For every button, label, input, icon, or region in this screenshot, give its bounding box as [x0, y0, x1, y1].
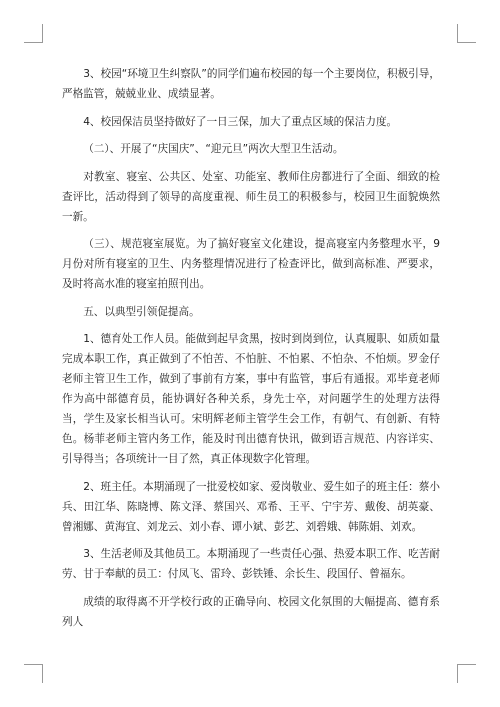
- paragraph-class-teachers: 2、班主任。本期涌现了一批爱校如家、爱岗敬业、爱生如子的班主任：蔡小兵、田江华、陈晓博、陈文泽、蔡国兴、邓希、王平、宁宇芳、戴俊、胡英豪、曾湘娜、黄海宜、刘龙云、刘小春、谭小斌、彭艺、刘碧娥、韩陈娟、刘欢。: [62, 480, 440, 533]
- crop-mark-top-left: [24, 24, 43, 43]
- document-body: [62, 64, 440, 632]
- paragraph-cleaners: 4、校园保洁员坚持做好了一日三保，加大了重点区域的保洁力度。: [83, 115, 398, 128]
- crop-mark-bottom-left: [24, 664, 43, 683]
- paragraph-inspection: 对教室、寝室、公共区、处室、功能室、教师住房都进行了全面、细致的检查评比，活动得到了领导的高度重视、师生员工的积极参与，校园卫生面貌焕然一新。: [62, 170, 440, 223]
- paragraph-section-two-heading: （二）、开展了“庆国庆”、“迎元旦”两次大型卫生活动。: [83, 143, 344, 155]
- paragraph-dorm-exhibition: （三）、规范寝室展览。为了搞好寝室文化建设，提高寝室内务整理水平，9月份对所有寝室的卫生、内务整理情况进行了检查评比，做到高标准、严要求，及时将高水准的寝室拍照刊出。: [62, 238, 440, 290]
- crop-mark-bottom-right: [457, 664, 476, 683]
- paragraph-moral-education-staff: 1、德育处工作人员。能做到起早贪黑，按时到岗到位，认真履职、如质如量完成本职工作，真正做到了不怕苦、不怕脏、不怕累、不怕杂、不怕烦。罗金仔老师主管卫生工作，做到了事前有方案，事中有监管，事后有通报。邓毕竟老师作为高中部德育员，能协调好各种关系，身先士卒，对问题学生的处理方法得当，学生及家长相当认可。宋明辉老师主管学生会工作，有朝气、有创新、有特色。杨菲老师主管内务工作，能及时刊出德育快讯，做到语言规范、内容详实、引导得当；各项统计一目了然，真正体现数字化管理。: [62, 333, 440, 465]
- crop-mark-top-right: [457, 24, 476, 43]
- paragraph-conclusion: 成绩的取得离不开学校行政的正确导向、校园文化氛围的大幅提高、德育系列人: [62, 595, 440, 628]
- paragraph-volunteer-patrol: 3、校园“环境卫生纠察队”的同学们遍布校园的每一个主要岗位，积极引导，严格监管，兢兢业业、成绩显著。: [62, 68, 440, 100]
- paragraph-life-teachers: 3、生活老师及其他员工。本期涌现了一些责任心强、热爱本职工作、吃苦耐劳、甘于奉献的员工：付凤飞、雷玲、彭铁锤、余长生、段国仔、曾福东。: [62, 548, 440, 580]
- paragraph-section-five-heading: 五、以典型引领促提高。: [83, 305, 200, 318]
